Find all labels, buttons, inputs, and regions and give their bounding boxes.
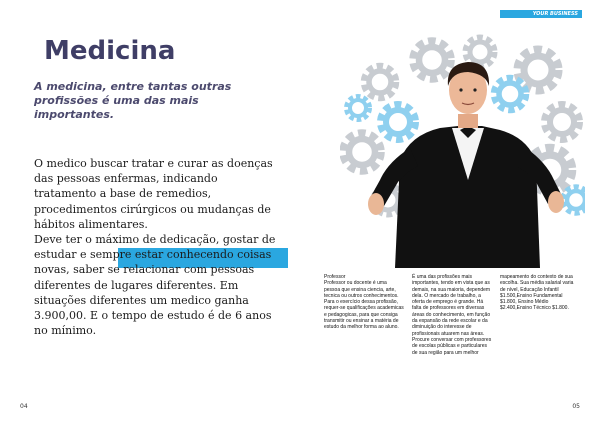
body-text — [34, 156, 279, 338]
right-page — [300, 0, 600, 424]
gear-icon — [518, 50, 557, 89]
gear-icon — [466, 38, 494, 66]
column-3: mapeamento do contexto de sua escolha. Sua média salarial varia de nível, Educação Infantil $1.500,Ensino Fundamental $1.800, Ensino Médio $2.400,Ensino Técnico $1.800. — [500, 274, 574, 312]
tuxedo-man-gears-illustration — [340, 30, 585, 268]
page-title: Medicina — [44, 36, 176, 66]
gear-icon — [381, 105, 415, 139]
page-number-left: 04 — [20, 403, 28, 410]
body-paragraph-1: O medico buscar tratar e curar as doenças das pessoas enfermas, indicando tratamento a base de remedios, procedimentos cirúrgicos ou mudanças de hábitos alimentares. — [34, 157, 273, 231]
gear-icon — [414, 42, 450, 78]
gear-icon — [344, 134, 380, 170]
gear-icon — [347, 97, 369, 119]
text-columns — [324, 274, 582, 356]
gear-icon — [495, 79, 526, 110]
column-2: É uma das profissões mais importantes, tendo em vista que as demais, na sua maioria, dependem dela. O mercado de trabalho, a oferta de emprego é grande. Há falta de professores em diversas áreas do conhecimento, em função da expansão da rede escolar e da diminuição do interesse de profissionais atuarem nas áreas. Procure conversar com professores de escolas públicas e particulares de sua região para um melhor — [412, 274, 492, 356]
page-number-right: 05 — [572, 403, 580, 410]
brand-tag: YOUR BUSINESS — [500, 10, 582, 18]
body-paragraph-2: Deve ter o máximo de dedicação, gostar de estudar e sempre estar conhecendo coisas novas, saber se relacionar com pessoas diferentes de lugares diferentes. Em situações diferentes um medico ganha 3.900,00. E o tempo de estudo é de 6 anos no mínimo. — [34, 233, 276, 338]
column-1: Professor Professor ou docente é uma pessoa que ensina ciencia, arte, tecnica ou outros conhecimentos. Para o exercício dessa profissão, requer-se qualificações academicas e pedagogicas, para que consiga transmitir ou ensinar a matéria de estudo da melhor forma ao aluno. — [324, 274, 404, 331]
gear-icon — [365, 67, 396, 98]
gear-icon — [563, 187, 585, 212]
gear-icon — [545, 105, 579, 139]
page-subtitle: A medicina, entre tantas outras profissões é uma das mais importantes. — [34, 80, 232, 121]
